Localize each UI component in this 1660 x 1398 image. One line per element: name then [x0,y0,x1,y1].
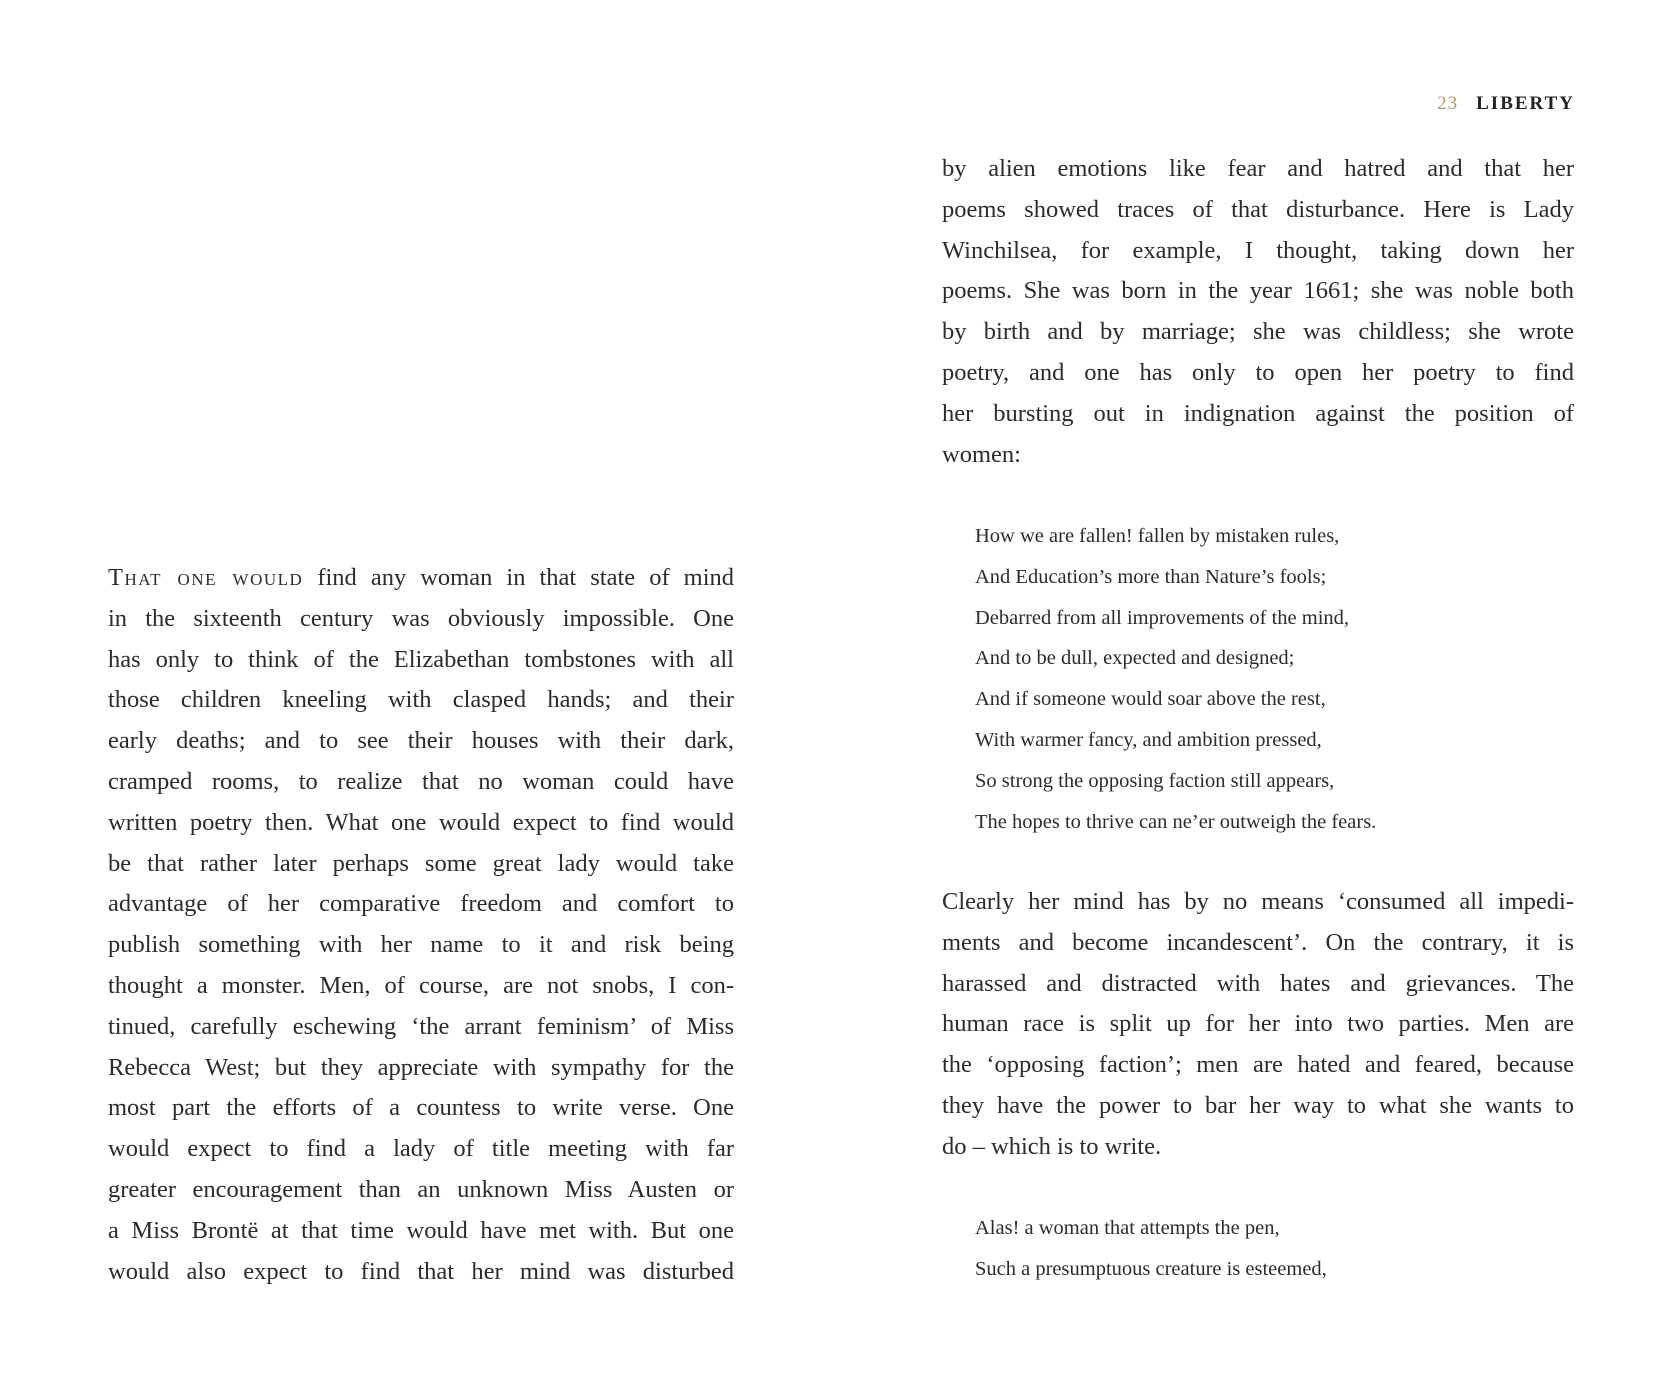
text-line: tinued, carefully eschewing ‘the arrant feminism’ of Miss [108,1012,734,1040]
page-number: 23 [1437,93,1459,114]
text-line: be that rather later perhaps some great lady would take [108,849,734,877]
text-line: written poetry then. What one would expect to find would [108,808,734,836]
text-line: would also expect to find that her mind was disturbed [108,1257,734,1285]
text-line: the ‘opposing faction’; men are hated and feared, because [942,1051,1574,1079]
text-line: poetry, and one has only to open her poetry to find [942,358,1574,386]
verse-line: So strong the opposing faction still appears, [975,769,1335,792]
right-top-paragraph [942,149,1574,475]
text-line: cramped rooms, to realize that no woman could have [108,767,734,795]
text-line: by alien emotions like fear and hatred and that her [942,155,1574,182]
text-line: poems. She was born in the year 1661; she was noble both [942,277,1574,305]
text-line: in the sixteenth century was obviously impossible. One [108,604,734,632]
text-line: thought a monster. Men, of course, are not snobs, I con- [108,971,734,999]
right-middle-paragraph [942,882,1574,1168]
running-head [1437,93,1575,115]
text-line: early deaths; and to see their houses with their dark, [108,727,734,755]
left-body-paragraph [108,558,734,1292]
text-line: advantage of her comparative freedom and comfort to [108,890,734,918]
text-line: Winchilsea, for example, I thought, taking down her [942,236,1574,264]
verse-line: And if someone would soar above the rest, [975,688,1326,711]
text-line: ments and become incandescent’. On the contrary, it is [942,928,1574,956]
text-line: harassed and distracted with hates and grievances. The [942,969,1574,997]
text-line: poems showed traces of that disturbance. Here is Lady [942,195,1574,223]
verse-line: And to be dull, expected and designed; [975,647,1295,670]
text-line: That one would find any woman in that state of mind [108,564,735,591]
right-page [830,0,1660,1398]
text-line: those children kneeling with clasped hands; and their [108,686,734,714]
text-line: women: [942,440,1021,468]
text-line: publish something with her name to it and risk being [108,931,734,959]
chapter-title: LIBERTY [1476,93,1575,114]
text-line: human race is split up for her into two parties. Men are [942,1010,1574,1038]
text-line: her bursting out in indignation against the position of [942,399,1574,427]
text-line: Rebecca West; but they appreciate with sympathy for the [108,1053,734,1081]
verse-line: With warmer fancy, and ambition pressed, [975,728,1322,751]
text-line: would expect to find a lady of title meeting with far [108,1135,734,1163]
text-line: greater encouragement than an unknown Miss Austen or [108,1175,734,1203]
text-line: most part the efforts of a countess to write verse. One [108,1094,734,1122]
text-line: a Miss Brontë at that time would have met with. But one [108,1216,734,1244]
lead-in-small-caps: That one would [108,564,304,591]
verse-line: Debarred from all improvements of the mind, [975,606,1350,629]
verse-line: How we are fallen! fallen by mistaken rules, [975,525,1340,547]
verse-quotation-two [975,1208,1327,1290]
text-line: do – which is to write. [942,1132,1162,1160]
verse-line: And Education’s more than Nature’s fools; [975,565,1327,588]
text-line: has only to think of the Elizabethan tombstones with all [108,645,734,673]
verse-line: The hopes to thrive can ne’er outweigh the fears. [975,810,1377,833]
verse-line: Such a presumptuous creature is esteemed, [975,1257,1327,1280]
verse-quotation-one [975,516,1376,842]
text-line: they have the power to bar her way to what she wants to [942,1091,1574,1119]
text-line: by birth and by marriage; she was childless; she wrote [942,318,1574,346]
text-line: Clearly her mind has by no means ‘consumed all impedi- [942,888,1574,915]
verse-line: Alas! a woman that attempts the pen, [975,1217,1280,1239]
